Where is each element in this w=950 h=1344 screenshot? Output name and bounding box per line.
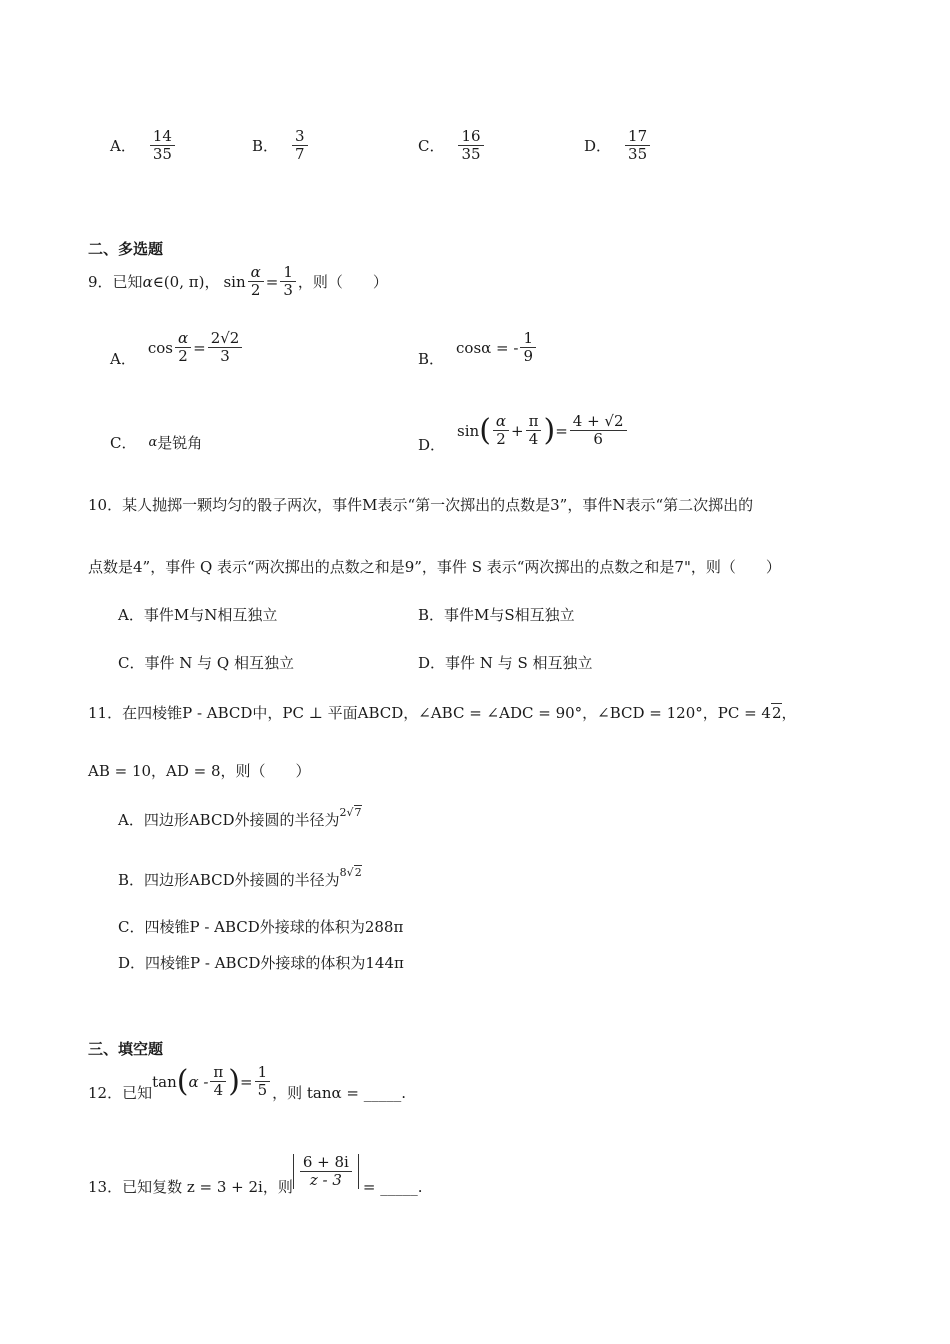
numerator: 1 [280,264,296,282]
denominator: 6 [593,430,603,448]
q11-stem-line-2: AB = 10，AD = 8，则（ ） [88,762,311,780]
q11-stem-line-1 [88,702,797,723]
fraction [300,1154,352,1190]
section-heading-multiple-choice: 二、多选题 [88,240,164,258]
radius-value: 2√7 [339,806,362,819]
q9-stem [88,264,388,300]
option-text: cosα = - [456,338,519,357]
numerator: 2√2 [208,330,243,348]
plus-sign: + [511,421,524,440]
fraction [520,330,536,366]
option-text: 是锐角 [157,434,203,452]
denominator: 3 [220,347,230,365]
option-label: C． [110,434,137,452]
q10-option-b[interactable]: B．事件M与S相互独立 [418,606,575,624]
denominator: 4 [528,430,539,448]
option-label: D． [418,436,446,454]
fraction [493,413,509,449]
sin-function: sin [457,421,480,440]
q8-option-b[interactable] [252,128,310,164]
q8-option-a[interactable] [110,128,177,164]
stem-text: 已知 [112,273,143,292]
option-label: A． [110,350,136,368]
question-number: 9． [88,273,113,292]
fraction [210,1064,226,1100]
right-paren: ) [543,412,556,448]
q10-option-d[interactable]: D．事件 N 与 S 相互独立 [418,654,593,672]
sqrt-radicand: 2 [771,704,782,722]
q10-option-a[interactable]: A．事件M与N相互独立 [118,606,278,624]
q12-stem [88,1060,406,1103]
numerator: 4 + √2 [570,413,627,431]
numerator: 6 + 8i [300,1154,352,1172]
q9-option-b[interactable] [418,326,538,369]
numerator: π [526,413,542,431]
equals-sign: = [240,1072,253,1091]
denominator: 35 [461,145,481,164]
q9-option-c[interactable] [110,432,202,453]
denominator: 3 [283,281,293,300]
q8-option-c[interactable] [418,128,486,164]
numerator: 1 [520,330,536,348]
equals-sign: = [193,338,206,357]
denominator: 35 [152,145,172,164]
sqrt-radicand: 2 [354,866,362,879]
option-label: D． [584,137,612,156]
right-paren: ) [228,1063,240,1099]
denominator: 4 [213,1081,224,1099]
stem-tail: ，则（ ） [297,273,388,292]
answer-blank[interactable]: ，则 tanα = _____. [272,1084,407,1102]
fraction [458,128,483,164]
cos-function: cos [147,338,173,357]
radius-value: 8√2 [339,866,362,879]
left-paren: ( [479,412,491,448]
half-angle-fraction [248,264,264,300]
q10-stem-line-2: 点数是4”，事件 Q 表示“两次掷出的点数之和是9”，事件 S 表示“两次掷出的点数之和是7"，则（ ） [88,558,781,576]
option-text: B．四边形ABCD外接圆的半径为 [118,871,340,889]
left-paren: ( [176,1063,189,1099]
q11-option-c[interactable]: C．四棱锥P - ABCD外接球的体积为288π [118,918,404,936]
sqrt-radicand: 7 [354,806,362,819]
answer-blank[interactable]: = _____. [362,1177,423,1196]
question-number: 12．已知 [88,1084,153,1102]
coefficient: 2 [339,806,347,819]
denominator: 7 [295,145,305,164]
absolute-value [293,1154,359,1190]
equals-sign: = [555,421,568,440]
fraction [526,413,542,449]
equals-sign: = [265,272,279,291]
q11-option-d[interactable]: D．四棱锥P - ABCD外接球的体积为144π [118,954,404,972]
option-label: B． [418,350,445,368]
fraction [255,1064,271,1100]
separator: ， [781,704,797,722]
denominator: 2 [496,430,506,448]
option-text: A．四边形ABCD外接圆的半径为 [118,811,340,829]
q8-option-d[interactable] [584,128,652,164]
fraction [150,128,175,164]
stem-text: 11．在四棱锥P - ABCD中，PC ⊥ 平面ABCD，∠ABC = ∠ADC = 90°，∠BCD = 120°，PC = 4 [88,704,771,722]
numerator: 17 [625,128,650,146]
denominator: 35 [628,145,648,164]
numerator: 3 [292,128,308,146]
sin-function: sin [223,272,246,291]
option-label: C． [418,137,445,156]
q11-option-a[interactable] [118,806,362,830]
denominator: 5 [257,1081,268,1099]
domain-interval: ∈(0, π) [152,272,205,291]
denominator: z - 3 [309,1171,342,1189]
option-label: A． [110,137,136,156]
q10-stem-line-1: 10．某人抛掷一颗均匀的骰子两次，事件M表示“第一次掷出的点数是3”，事件N表示“第二次掷出的 [88,496,754,514]
denominator: 2 [178,347,188,365]
stem-text: 13．已知复数 z = 3 + 2i，则 [88,1178,293,1196]
alpha-expression: α - [188,1072,209,1091]
alpha-symbol: α [148,435,158,450]
q13-stem [88,1146,422,1197]
q11-option-b[interactable] [118,866,362,890]
value-fraction [280,264,296,300]
numerator: 14 [150,128,175,146]
fraction [570,413,627,449]
option-label: B． [252,137,279,156]
denominator: 2 [250,281,261,300]
q9-option-d[interactable] [418,406,629,455]
fraction [175,330,191,366]
fraction [625,128,650,164]
numerator: π [210,1064,226,1082]
tan-function: tan [152,1072,177,1091]
q10-option-c[interactable]: C．事件 N 与 Q 相互独立 [118,654,294,672]
alpha-symbol: α [142,272,153,291]
numerator: 16 [458,128,483,146]
fraction [292,128,308,164]
fraction [208,330,243,366]
numerator: α [248,264,264,282]
separator: ， [204,273,220,292]
numerator: α [175,330,191,348]
q9-option-a[interactable] [110,326,244,369]
denominator: 9 [523,347,534,365]
section-heading-fill-in: 三、填空题 [88,1040,164,1058]
coefficient: 8 [339,866,347,879]
numerator: α [493,413,509,431]
numerator: 1 [255,1064,271,1082]
